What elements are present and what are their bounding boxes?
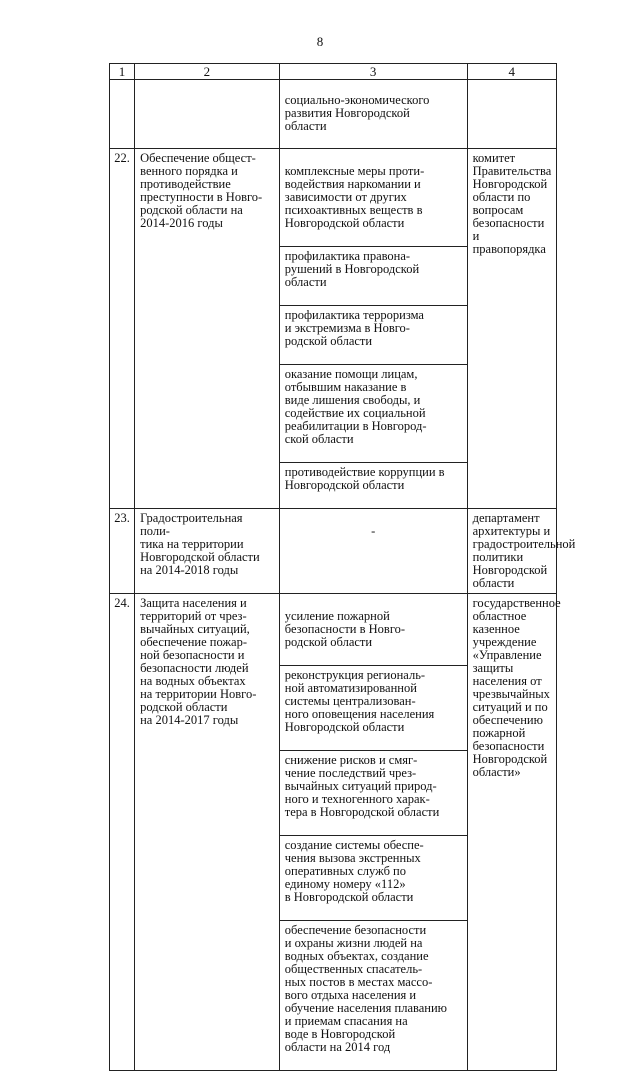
subprogram: обеспечение безопасности и охраны жизни людей на водных объектах, создание общественных спасатель- ных постов в местах массо- вого отдыха населения и обучение населения плаванию и приемам спасания на воде в Новгородской области на 2014 год [280, 920, 467, 1057]
header-row [110, 64, 557, 80]
continuation-executor [467, 80, 556, 149]
continuation-num [110, 80, 135, 149]
row-number: 23. [110, 509, 135, 594]
subprogram-list [279, 149, 467, 509]
continuation-program [135, 80, 280, 149]
subprogram: создание системы обеспе- чения вызова экстренных оперативных служб по единому номеру «112» в Новгородской области [280, 835, 467, 907]
subprogram-list [279, 594, 467, 1071]
row-number: 24. [110, 594, 135, 1071]
page-number: 8 [316, 34, 324, 49]
subprogram: противодействие коррупции в Новгородской области [280, 462, 467, 495]
header-col-2: 2 [135, 64, 280, 80]
subprogram: снижение рисков и смяг- чение последствий чрез- вычайных ситуаций природ- ного и техногенного харак- тера в Новгородской области [280, 750, 467, 822]
subprogram: комплексные меры проти- водействия наркомании и зависимости от других психоактивных веществ в Новгородской области [284, 164, 425, 230]
subprogram: профилактика терроризма и экстремизма в Новго- родской области [280, 305, 467, 351]
header-col-4: 4 [467, 64, 556, 80]
row-number: 22. [110, 149, 135, 509]
executor: государственное областное казенное учреждение «Управление защиты населения от чрезвычайных ситуаций и по обеспечению пожарной безопасности Новгородской области» [467, 594, 556, 1071]
executor: департамент архитектуры и градостроительной политики Новгородской области [467, 509, 556, 594]
program-name: Обеспечение общест- венного порядка и противодействие преступности в Новго- родской области на 2014-2016 годы [135, 149, 280, 509]
subprogram: оказание помощи лицам, отбывшим наказание в виде лишения свободы, и содействие их социальной реабилитации в Новгород- ской области [280, 364, 467, 449]
executor: комитет Правительства Новгородской области по вопросам безопасности и правопорядка [467, 149, 556, 509]
program-name: Градостроительная поли- тика на территории Новгородской области на 2014-2018 годы [135, 509, 280, 594]
header-col-3: 3 [279, 64, 467, 80]
table-row [110, 149, 557, 509]
continuation-subprogram [279, 80, 467, 149]
subprogram-list [279, 509, 467, 594]
subprogram: - [371, 524, 376, 538]
table-row [110, 509, 557, 594]
continuation-row [110, 80, 557, 149]
header-col-1: 1 [110, 64, 135, 80]
subprogram: усиление пожарной безопасности в Новго- родской области [284, 609, 406, 649]
programs-table [109, 63, 576, 1071]
subprogram: профилактика правона- рушений в Новгородской области [280, 246, 467, 292]
table-row [110, 594, 557, 1071]
subprogram-text: социально-экономического развития Новгородской области [284, 93, 430, 133]
subprogram: реконструкция региональ- ной автоматизированной системы централизован- ного оповещения населения Новгородской области [280, 665, 467, 737]
program-name: Защита населения и территорий от чрез- вычайных ситуаций, обеспечение пожар- ной безопасности и безопасности людей на водных объектах на территории Новго- родской области на 2014-2017 годы [135, 594, 280, 1071]
